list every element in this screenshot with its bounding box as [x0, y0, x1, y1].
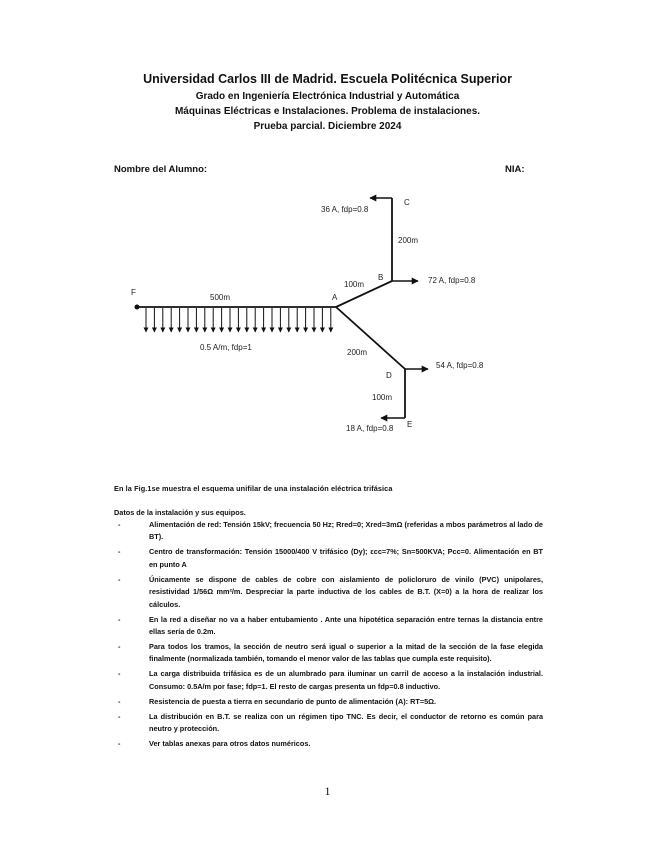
degree-line: Grado en Ingeniería Electrónica Industrial y Automática [195, 91, 460, 102]
figure-caption: En la Fig.1se muestra el esquema unifilar de una instalación eléctrica trifásica [114, 484, 393, 493]
distributed-load-arrows [146, 308, 331, 332]
length-de: 100m [372, 393, 393, 402]
length-ab: 100m [344, 280, 365, 289]
length-bc: 200m [398, 236, 419, 245]
list-item: - Resistencia de puesta a tierra en secundario de punto de alimentación (A): RT=5Ω. [114, 696, 543, 708]
length-ad: 200m [347, 348, 368, 357]
list-item: - La distribución en B.T. se realiza con un régimen tipo TNC. Es decir, el conductor de retorno es común para neutro y protección. [114, 711, 543, 736]
list-item: - Únicamente se dispone de cables de cobre con aislamiento de policloruro de vinilo (PVC) unipolares, resistividad 1/56Ω mm²/m. Despreciar la parte inductiva de los cables de B.T. (X=0) a la hora de realizar los cálculos. [114, 574, 543, 611]
student-nia-label: NIA: [505, 164, 525, 175]
load-label-d: 54 A, fdp=0.8 [436, 361, 484, 370]
document-title: Universidad Carlos III de Madrid. Escuela Politécnica Superior [143, 72, 512, 86]
node-label-a: A [332, 293, 338, 302]
course-line: Máquinas Eléctricas e Instalaciones. Problema de instalaciones. [174, 106, 481, 117]
student-name-label: Nombre del Alumno: [114, 164, 208, 175]
list-item: - Ver tablas anexas para otros datos numéricos. [114, 738, 543, 750]
length-fa: 500m [210, 293, 231, 302]
list-item: - Para todos los tramos, la sección de neutro será igual o superior a la mitad de la sección de la fase elegida finalmente (normalizada también, tomando el menor valor de las tablas que cumpla este requisito). [114, 641, 543, 666]
list-item: - La carga distribuida trifásica es de un alumbrado para iluminar un carril de acceso a la instalación industrial. Consumo: 0.5A/m por fase; fdp=1. El resto de cargas presenta un fdp=0.8 inductivo. [114, 668, 543, 693]
node-label-c: C [404, 198, 410, 207]
list-item: - En la red a diseñar no va a haber entubamiento . Ante una hipotética separación entre ternas la distancia entre ellas sería de 0.2m. [114, 614, 543, 639]
load-label-b: 72 A, fdp=0.8 [428, 276, 476, 285]
data-list [114, 519, 543, 753]
list-item: - Centro de transformación: Tensión 15000/400 V trifásico (Dy); εcc=7%; Sn=500KVA; Pcc=0. Alimentación en BT en punto A [114, 546, 543, 571]
node-label-e: E [407, 420, 413, 429]
line-ad [336, 307, 405, 369]
load-label-distributed: 0.5 A/m, fdp=1 [200, 343, 252, 352]
exam-line: Prueba parcial. Diciembre 2024 [253, 121, 402, 132]
node-label-f: F [131, 288, 136, 297]
load-label-c: 36 A, fdp=0.8 [321, 205, 369, 214]
page-number: 1 [324, 784, 331, 798]
section-title: Datos de la instalación y sus equipos. [114, 508, 246, 517]
list-item: - Alimentación de red: Tensión 15kV; frecuencia 50 Hz; Rred=0; Xred=3mΩ (referidas a mbos parámetros al lado de BT). [114, 519, 543, 544]
node-label-d: D [386, 371, 392, 380]
node-f-dot [135, 305, 140, 310]
load-label-e: 18 A, fdp=0.8 [346, 424, 394, 433]
node-label-b: B [378, 273, 384, 282]
